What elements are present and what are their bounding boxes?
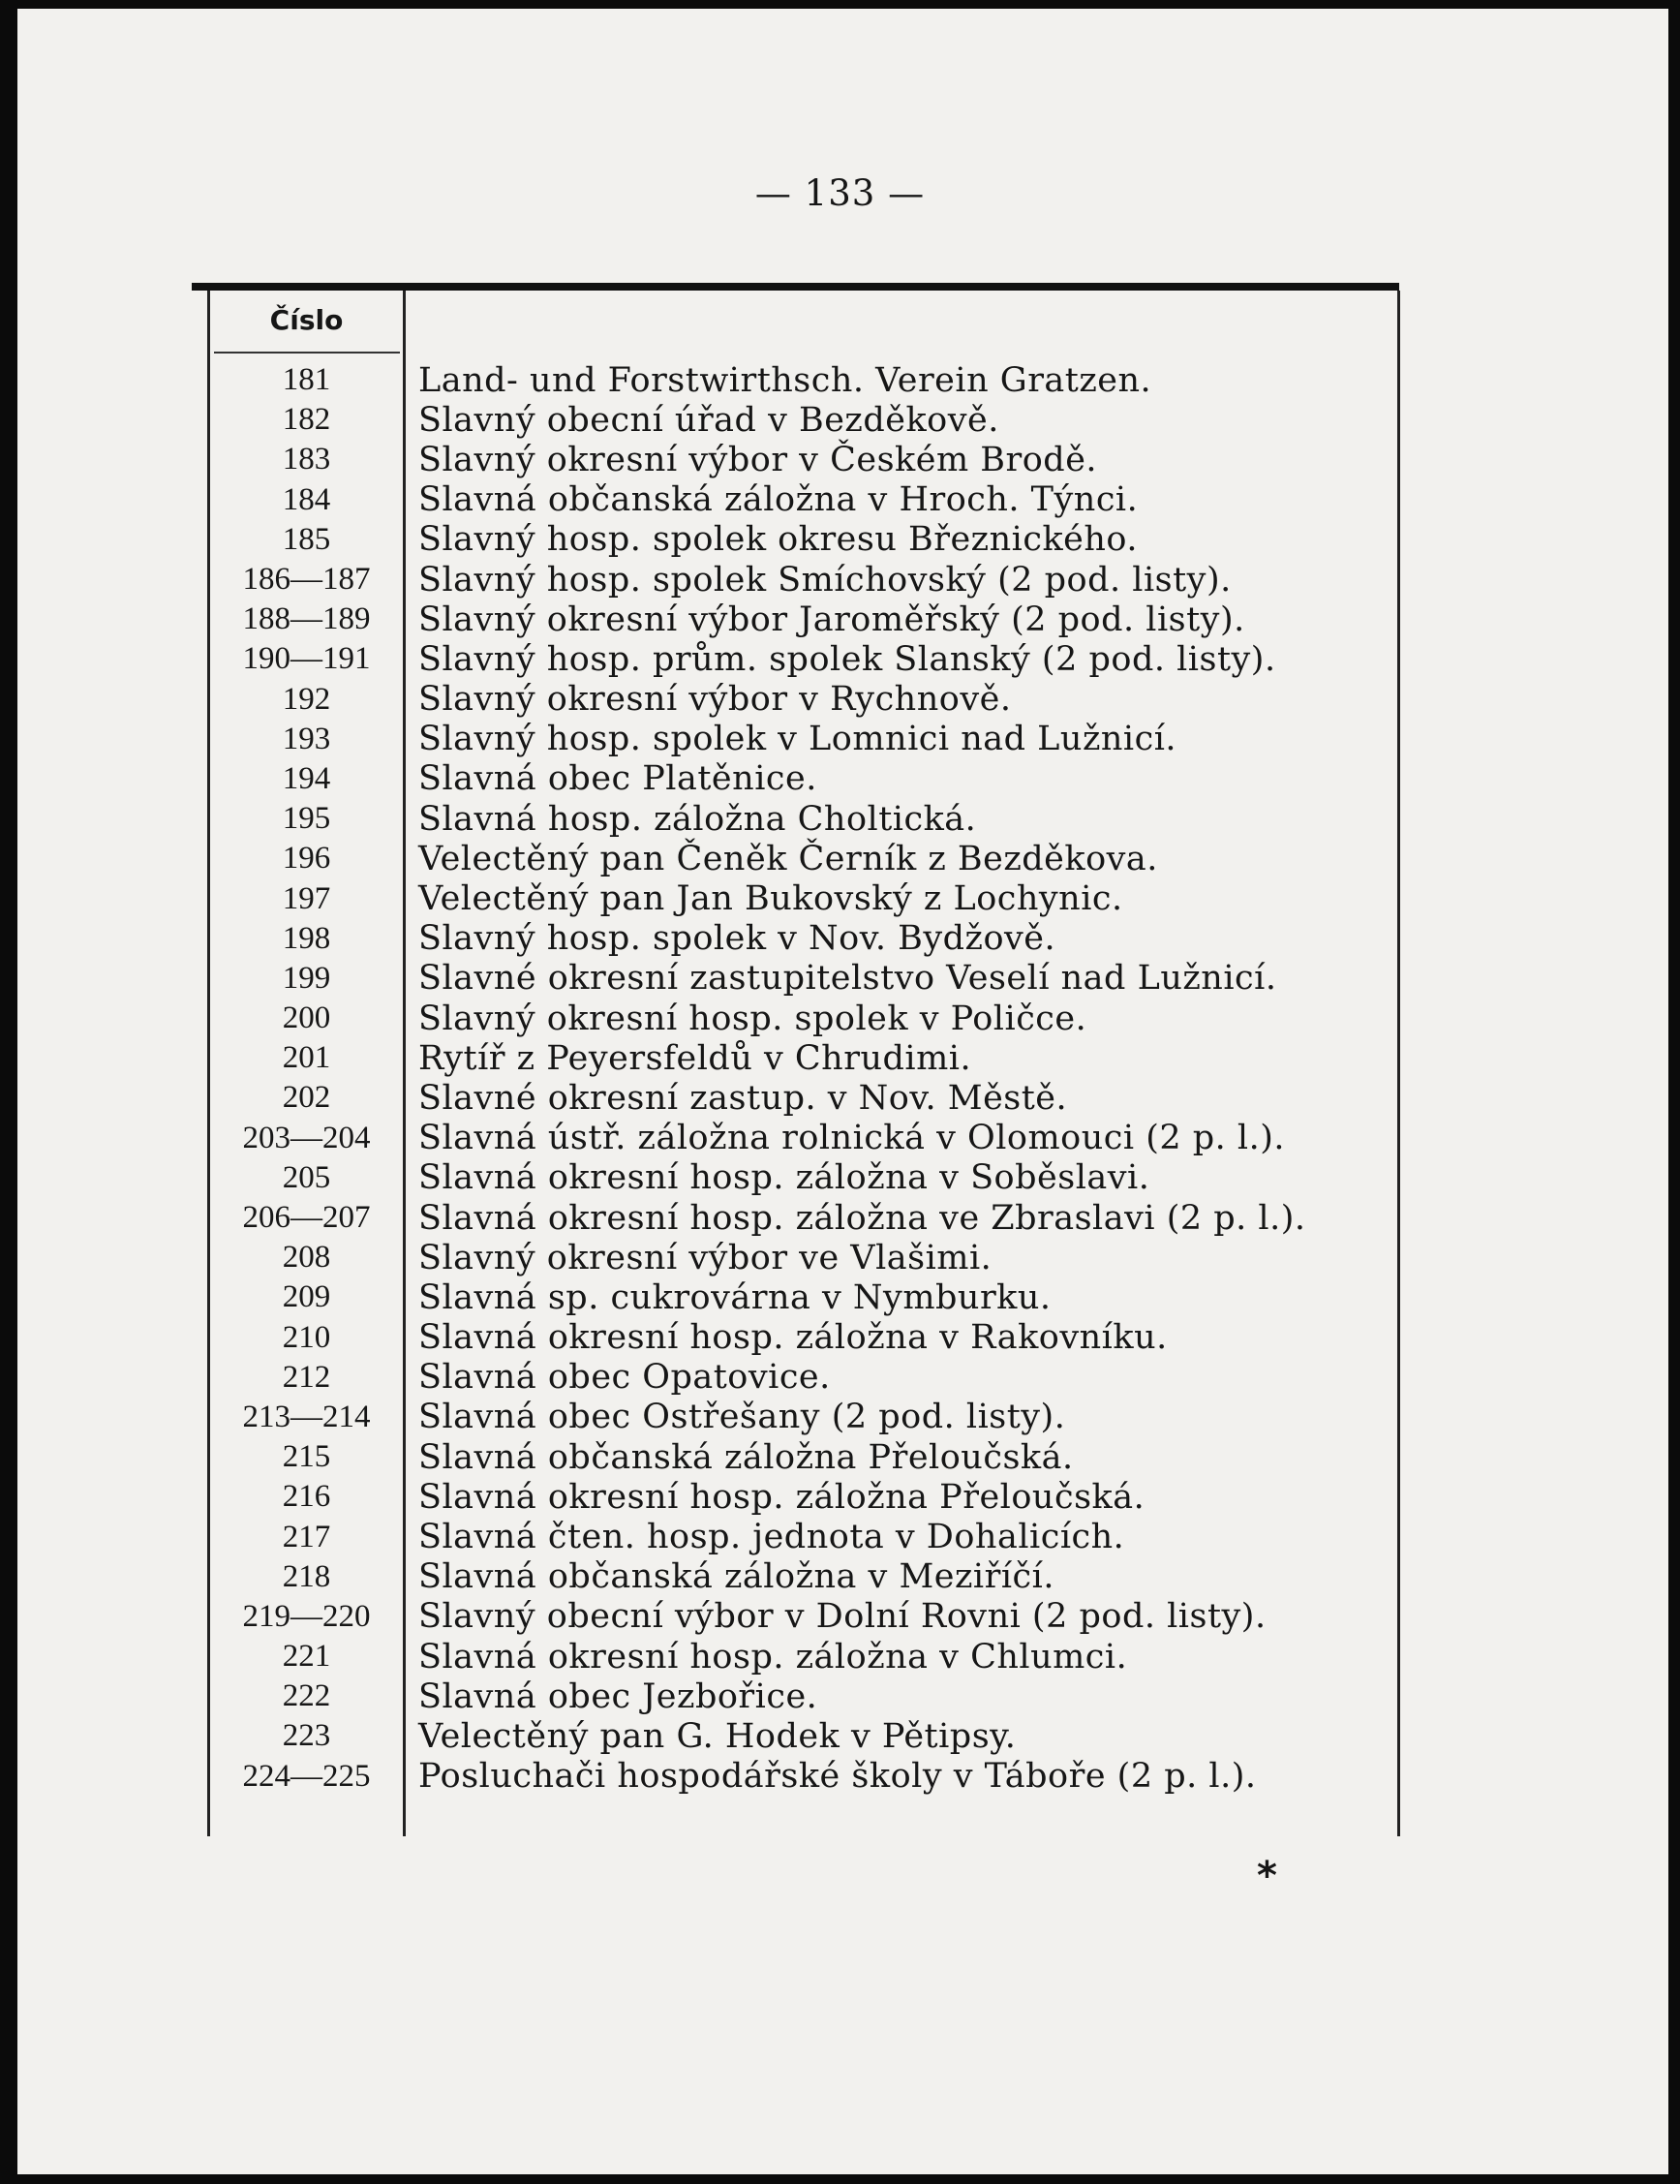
scan-border-top [0, 0, 1680, 9]
row-number: 212 [282, 1359, 331, 1395]
row-text: Slavná obec Platěnice. [418, 759, 817, 799]
row-number: 205 [282, 1159, 331, 1195]
table-row [210, 600, 1397, 639]
row-text: Slavný obecní úřad v Bezděkově. [418, 400, 999, 440]
row-number: 186—187 [242, 562, 371, 598]
row-text: Slavný hosp. prům. spolek Slanský (2 pod. listy). [418, 639, 1276, 679]
row-text: Slavná občanská záložna Přeloučská. [418, 1437, 1074, 1477]
row-text: Slavný hosp. spolek v Lomnici nad Lužnicí. [418, 720, 1177, 759]
table-body [210, 360, 1397, 1797]
row-text: Slavný obecní výbor v Dolní Rovni (2 pod. listy). [418, 1597, 1267, 1637]
row-text: Slavné okresní zastup. v Nov. Městě. [418, 1078, 1068, 1118]
column-header-number: Číslo [269, 304, 344, 336]
table-row [210, 1398, 1397, 1437]
row-number: 181 [282, 362, 331, 398]
table-row [210, 1238, 1397, 1277]
row-text: Slavná občanská záložna v Meziříčí. [418, 1557, 1054, 1597]
row-number: 217 [282, 1519, 331, 1554]
scan-border-bottom [0, 2174, 1680, 2184]
row-text: Slavná ústř. záložna rolnická v Olomouci (2 p. l.). [418, 1119, 1286, 1158]
scan-border-right [1668, 0, 1680, 2184]
table-row [210, 1557, 1397, 1597]
row-text: Slavná obec Opatovice. [418, 1358, 831, 1398]
table-row [210, 400, 1397, 440]
row-text: Slavná sp. cukrovárna v Nymburku. [418, 1277, 1052, 1317]
row-number: 216 [282, 1479, 331, 1515]
scan-border-left [0, 0, 17, 2184]
row-number: 198 [282, 920, 331, 956]
table-row [210, 680, 1397, 720]
row-text: Rytíř z Peyersfeldů v Chrudimi. [418, 1038, 972, 1078]
row-text: Land- und Forstwirthsch. Verein Gratzen. [418, 360, 1152, 400]
table-row [210, 1477, 1397, 1517]
row-number: 215 [282, 1439, 331, 1475]
row-text: Slavná okresní hosp. záložna Přeloučská. [418, 1477, 1145, 1517]
row-number: 200 [282, 1000, 331, 1036]
row-number: 203—204 [242, 1120, 371, 1155]
row-number: 193 [282, 721, 331, 756]
row-text: Posluchači hospodářské školy v Táboře (2 p. l.). [418, 1757, 1257, 1797]
row-text: Slavná okresní hosp. záložna v Soběslavi. [418, 1158, 1150, 1198]
row-text: Slavný okresní hosp. spolek v Poličce. [418, 999, 1087, 1038]
table-row [210, 999, 1397, 1038]
row-number: 206—207 [242, 1200, 371, 1236]
table-row [210, 878, 1397, 918]
row-number: 221 [282, 1639, 331, 1675]
row-number: 199 [282, 960, 331, 996]
table-row [210, 759, 1397, 799]
row-number: 197 [282, 880, 331, 916]
row-number: 202 [282, 1080, 331, 1116]
table-row [210, 1637, 1397, 1676]
table-row [210, 360, 1397, 400]
table-row [210, 1517, 1397, 1556]
row-text: Slavný hosp. spolek okresu Březnického. [418, 520, 1138, 560]
row-text: Slavný okresní výbor Jaroměřský (2 pod. listy). [418, 600, 1245, 639]
row-number: 210 [282, 1319, 331, 1355]
row-text: Slavná občanská záložna v Hroch. Týnci. [418, 480, 1139, 520]
table-row [210, 839, 1397, 878]
row-text: Slavné okresní zastupitelstvo Veselí nad Lužnicí. [418, 959, 1277, 999]
row-text: Slavná okresní hosp. záložna v Rakovníku. [418, 1318, 1168, 1358]
row-number: 184 [282, 481, 331, 517]
row-text: Slavná hosp. záložna Choltická. [418, 799, 977, 839]
header-underline [214, 352, 400, 354]
table-row [210, 639, 1397, 679]
row-number: 201 [282, 1040, 331, 1076]
table-row [210, 1277, 1397, 1317]
row-number: 224—225 [242, 1758, 371, 1794]
row-text: Velectěný pan Jan Bukovský z Lochynic. [418, 879, 1123, 919]
row-number: 192 [282, 681, 331, 717]
row-text: Slavný okresní výbor v Rychnově. [418, 680, 1012, 720]
table-row [210, 919, 1397, 959]
row-number: 188—189 [242, 601, 371, 637]
table-row [210, 1757, 1397, 1797]
row-number: 183 [282, 442, 331, 477]
end-asterisk: * [1257, 1854, 1277, 1898]
row-number: 195 [282, 801, 331, 837]
row-number: 213—214 [242, 1399, 371, 1434]
table-row [210, 1716, 1397, 1756]
row-number: 194 [282, 760, 331, 796]
table-row [210, 1676, 1397, 1716]
row-number: 196 [282, 841, 331, 877]
table-row [210, 560, 1397, 600]
row-text: Slavná čten. hosp. jednota v Dohalicích. [418, 1518, 1125, 1557]
donor-table [207, 291, 1400, 1836]
row-text: Velectěný pan G. Hodek v Pětipsy. [418, 1716, 1017, 1756]
row-number: 182 [282, 402, 331, 438]
row-number: 190—191 [242, 641, 371, 677]
table-row [210, 1198, 1397, 1238]
row-number: 209 [282, 1279, 331, 1315]
top-rule [192, 283, 1399, 291]
row-number: 219—220 [242, 1598, 371, 1634]
table-row [210, 1078, 1397, 1118]
table-row [210, 959, 1397, 999]
row-text: Slavná okresní hosp. záložna v Chlumci. [418, 1637, 1128, 1676]
table-row [210, 720, 1397, 759]
table-row [210, 520, 1397, 560]
row-number: 223 [282, 1718, 331, 1754]
row-text: Velectěný pan Čeněk Černík z Bezděkova. [418, 839, 1158, 878]
row-text: Slavná obec Jezbořice. [418, 1676, 818, 1716]
table-row [210, 440, 1397, 479]
row-text: Slavný hosp. spolek v Nov. Bydžově. [418, 919, 1056, 959]
page-number: — 133 — [754, 172, 926, 214]
table-row [210, 1158, 1397, 1198]
table-row [210, 1358, 1397, 1398]
table-row [210, 1437, 1397, 1477]
row-number: 218 [282, 1558, 331, 1594]
row-text: Slavný hosp. spolek Smíchovský (2 pod. listy). [418, 560, 1232, 600]
row-number: 222 [282, 1678, 331, 1714]
table-row [210, 1597, 1397, 1637]
row-text: Slavná okresní hosp. záložna ve Zbraslavi (2 p. l.). [418, 1198, 1306, 1238]
row-text: Slavný okresní výbor v Českém Brodě. [418, 440, 1098, 479]
row-text: Slavný okresní výbor ve Vlašimi. [418, 1238, 993, 1277]
row-number: 185 [282, 521, 331, 557]
table-row [210, 1038, 1397, 1078]
table-row [210, 799, 1397, 839]
table-row [210, 1119, 1397, 1158]
row-text: Slavná obec Ostřešany (2 pod. listy). [418, 1398, 1066, 1437]
table-row [210, 480, 1397, 520]
row-number: 208 [282, 1240, 331, 1276]
table-row [210, 1318, 1397, 1358]
